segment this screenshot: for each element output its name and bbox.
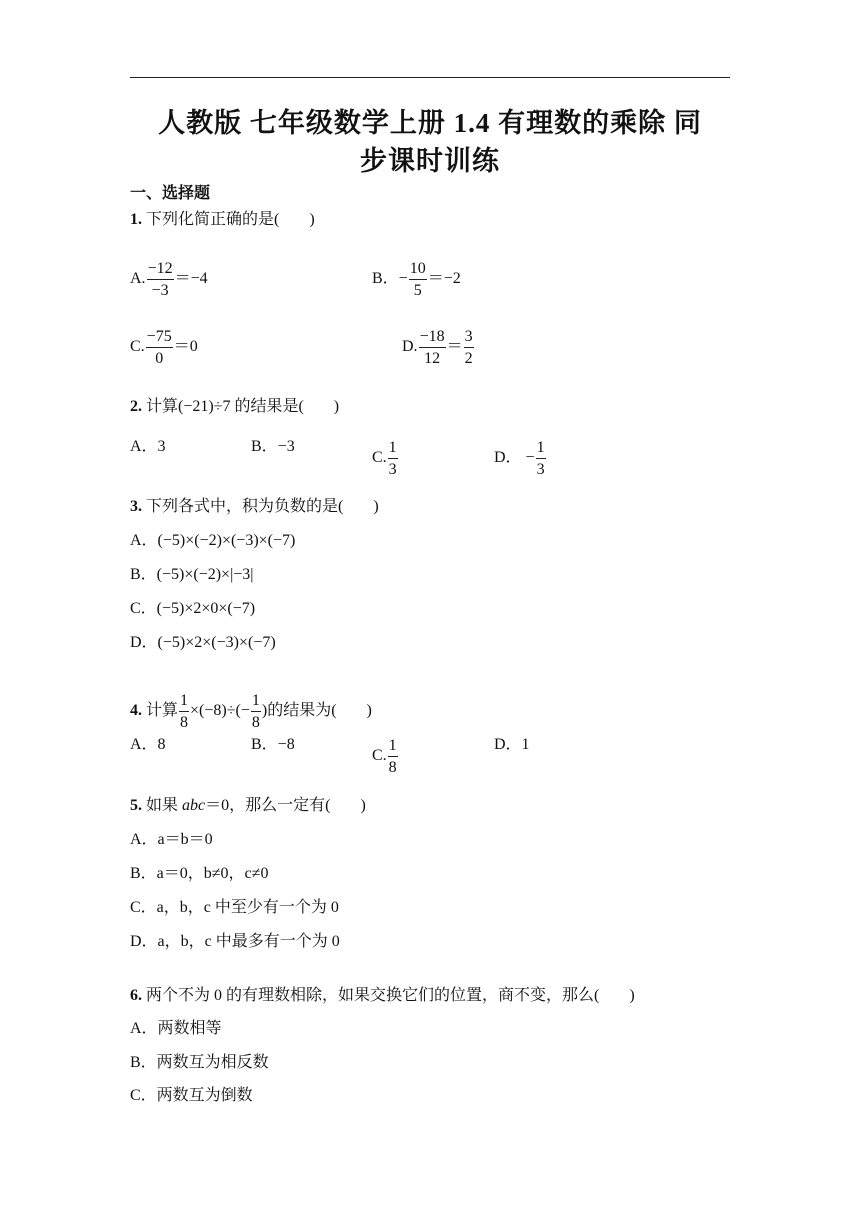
question-3-option-a: A．(−5)×(−2)×(−3)×(−7) [130, 532, 296, 549]
question-2-option-d: D． − $\frac{1}{3}$ [494, 439, 545, 478]
fraction: $\frac{1}{8}$ [180, 692, 189, 731]
question-1-option-a: A. $\frac{-12}{-3}$ ＝−4 [130, 260, 208, 299]
question-4-option-a: A．8 [130, 736, 166, 753]
question-4-option-d: D．1 [494, 736, 530, 753]
question-6-option-a: A．两数相等 [130, 1020, 222, 1037]
fraction: $\frac{10}{5}$ [409, 260, 426, 299]
question-5-option-d: D．a，b，c 中最多有一个为 0 [130, 933, 340, 950]
header-rule [130, 77, 730, 78]
question-3-option-b: B．(−5)×(−2)×|−3| [130, 566, 254, 583]
document-title [130, 104, 730, 180]
question-1-option-d: D. $\frac{-18}{12}$ ＝ $\frac{3}{2}$ [402, 328, 473, 367]
fraction: $\frac{-75}{0}$ [146, 328, 172, 367]
fraction: $\frac{1}{8}$ [388, 737, 397, 776]
fraction: $\frac{3}{2}$ [464, 328, 473, 367]
question-1-option-b: B．− $\frac{10}{5}$ ＝−2 [372, 260, 461, 299]
question-1-stem: 1. 下列化简正确的是( ) [130, 211, 315, 228]
question-3-option-d: D．(−5)×2×(−3)×(−7) [130, 634, 276, 651]
question-4-option-b: B．−8 [251, 736, 295, 753]
title-line-2: 步课时训练 [360, 146, 500, 176]
title-line-1: 人教版 七年级数学上册 1.4 有理数的乘除 同 [158, 108, 702, 138]
question-2-option-a: A．3 [130, 438, 166, 455]
question-6-option-b: B．两数互为相反数 [130, 1054, 269, 1071]
question-2-stem: 2. 计算(−21)÷7 的结果是( ) [130, 398, 340, 415]
fraction: $\frac{-18}{12}$ [419, 328, 445, 367]
section-heading: 一、选择题 [130, 185, 211, 202]
question-5-option-b: B．a＝0，b≠0，c≠0 [130, 865, 269, 882]
fraction: $\frac{1}{8}$ [251, 692, 260, 731]
question-5-option-c: C．a，b，c 中至少有一个为 0 [130, 899, 339, 916]
question-5-option-a: A．a＝b＝0 [130, 831, 213, 848]
question-2-option-b: B．−3 [251, 438, 295, 455]
question-4-stem: 4. 计算 $\frac{1}{8}$ ×(−8)÷(− $\frac{1}{8}$ )的结果为( ) [130, 692, 372, 731]
question-4-option-c: C. $\frac{1}{8}$ [372, 737, 397, 776]
fraction: $\frac{-12}{-3}$ [147, 260, 173, 299]
question-1-option-c: C. $\frac{-75}{0}$ ＝0 [130, 328, 198, 367]
fraction: $\frac{1}{3}$ [388, 439, 397, 478]
question-6-option-c: C．两数互为倒数 [130, 1087, 253, 1104]
question-5-stem: 5. 如果 abc＝0，那么一定有( ) [130, 797, 366, 814]
fraction: $\frac{1}{3}$ [536, 439, 545, 478]
question-3-option-c: C．(−5)×2×0×(−7) [130, 600, 256, 617]
question-2-option-c: C. $\frac{1}{3}$ [372, 439, 397, 478]
question-6-stem: 6. 两个不为 0 的有理数相除，如果交换它们的位置，商不变，那么( ) [130, 987, 635, 1004]
question-3-stem: 3. 下列各式中，积为负数的是( ) [130, 498, 379, 515]
